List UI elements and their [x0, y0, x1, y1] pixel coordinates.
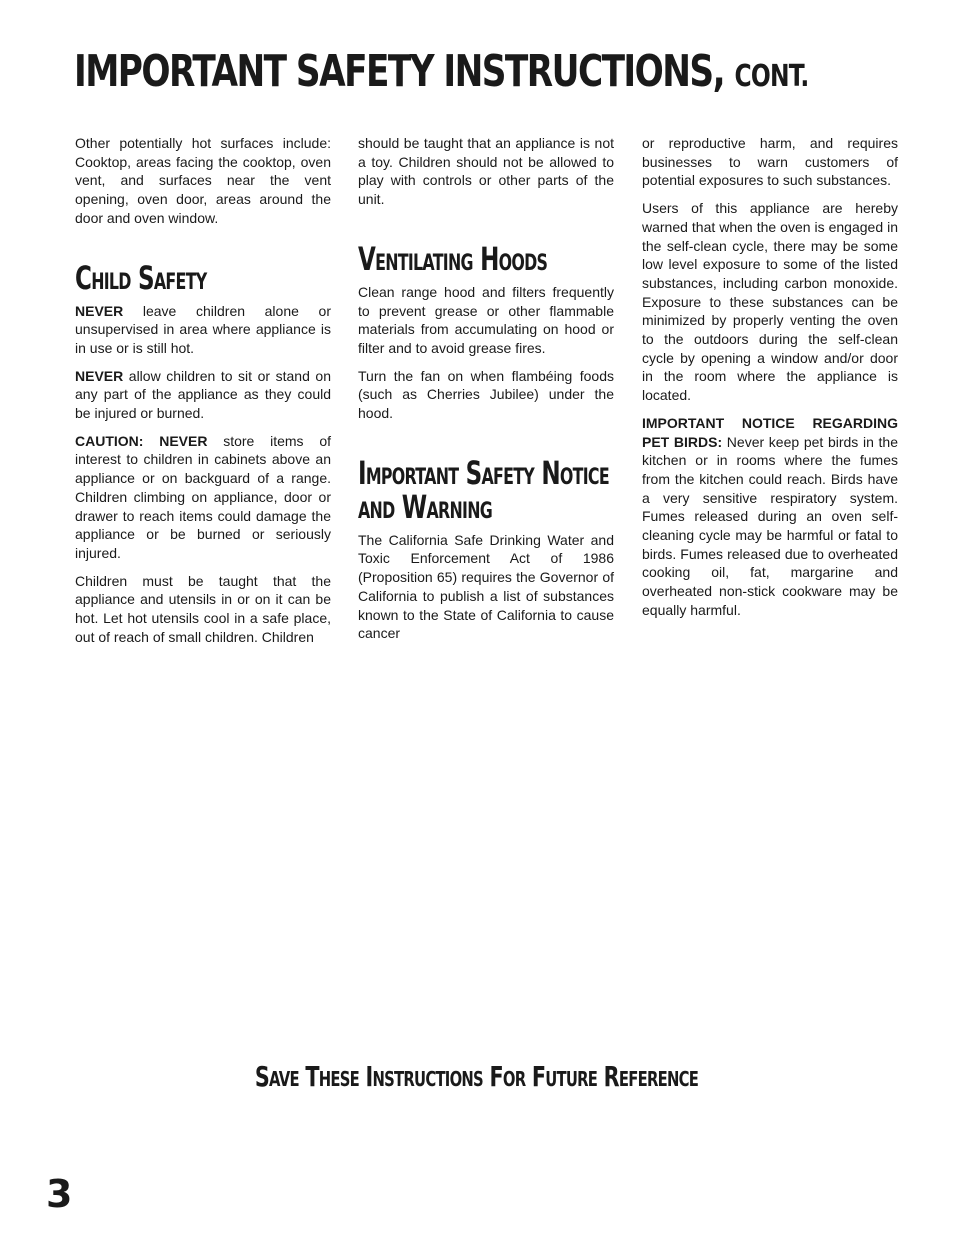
- pet-birds-label: IMPORTANT NOTICE REGARDING PET BIRDS:: [642, 414, 898, 450]
- child-safety-paragraph-3: [75, 432, 331, 563]
- reproductive-harm-paragraph: or reproductive harm, and requires businesses to warn customers of potential exposures to such substances.: [642, 135, 898, 189]
- safety-notice-heading-line-2: and Warning: [358, 487, 493, 526]
- page-title: [74, 46, 808, 97]
- child-safety-text-3: store items of interest to children in cabinets above an appliance or on backguard of a range. Children climbing on appliance, door or drawer to reach items could damage the appliance or be burned or seriously injured.: [75, 432, 331, 561]
- self-clean-warning-paragraph: Users of this appliance are hereby warned that when the oven is engaged in the self-clean cycle, there may be some low level exposure to some of the listed substances, including carbon monoxide. Exposure to these substances can be minimized by properly venting the oven to the outdoors during the self-clean cycle by opening a window and/or door in the room where the appliance is located.: [642, 200, 898, 404]
- page-number: 3: [46, 1172, 73, 1216]
- ventilating-paragraph-2: Turn the fan on when flambéing foods (such as Cherries Jubilee) under the hood.: [358, 367, 614, 422]
- child-safety-paragraph-1: [75, 302, 331, 358]
- save-instructions-text: Save These Instructions For Future Reference: [255, 1060, 699, 1093]
- hot-surfaces-paragraph: Other potentially hot surfaces include: Cooktop, areas facing the cooktop, oven vent, and surfaces near the vent opening, oven door, areas around the door and oven window.: [75, 135, 331, 226]
- child-safety-paragraph-2: [75, 367, 331, 423]
- ventilating-hoods-heading: Ventilating Hoods: [358, 239, 548, 278]
- column-3: [642, 134, 898, 629]
- ventilating-paragraph-1: Clean range hood and filters frequently to prevent grease or other flammable materials from accumulating on hood or filter and to avoid grease fires.: [358, 283, 614, 356]
- never-label: NEVER: [75, 367, 124, 384]
- page-title-main: IMPORTANT SAFETY INSTRUCTIONS,: [74, 46, 725, 97]
- child-safety-text-2: allow children to sit or stand on any part of the appliance as they could be injured or burned.: [75, 367, 331, 422]
- never-label: NEVER: [75, 302, 124, 319]
- pet-birds-text: Never keep pet birds in the kitchen or in rooms where the fumes from the kitchen could reach. Birds have a very sensitive respiratory system. Fumes released during an oven self-cleaning cycle may be harmful or fatal to birds. Fumes released due to overheated cooking oil, fat, margarine and overheated non-stick cookware may be equally harmful.: [642, 433, 898, 618]
- child-safety-heading: Child Safety: [75, 258, 207, 297]
- column-1: [75, 134, 331, 655]
- page-title-suffix: CONT.: [734, 59, 809, 94]
- save-instructions-note: [0, 1060, 954, 1093]
- caution-label: CAUTION: NEVER: [75, 432, 208, 449]
- column-2: [358, 134, 614, 652]
- prop-65-paragraph: The California Safe Drinking Water and Toxic Enforcement Act of 1986 (Proposition 65) requires the Governor of California to publish a list of substances known to the State of California to cause cancer: [358, 531, 614, 642]
- child-safety-paragraph-4: Children must be taught that the appliance and utensils in or on it can be hot. Let hot utensils cool in a safe place, out of reach of small children. Children: [75, 572, 331, 645]
- child-safety-text-1: leave children alone or unsupervised in area where appliance is in use or is still hot.: [75, 302, 331, 356]
- toy-warning-paragraph: should be taught that an appliance is not a toy. Children should not be allowed to play with controls or other parts of the unit.: [358, 135, 614, 208]
- safety-notice-heading-line-1: Important Safety Notice: [358, 453, 609, 492]
- pet-birds-paragraph: [642, 414, 898, 620]
